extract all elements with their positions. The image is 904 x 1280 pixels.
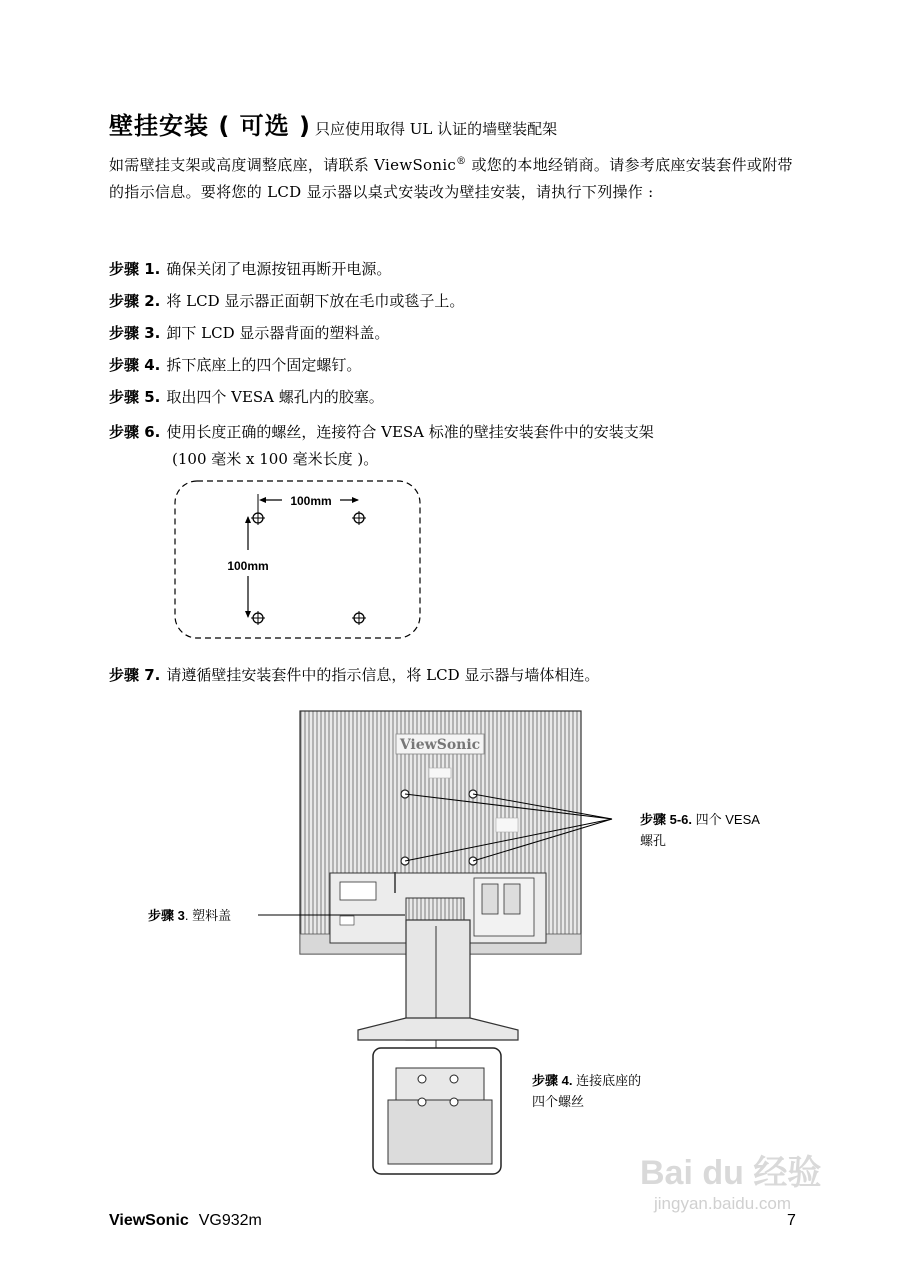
step-text: 将 LCD 显示器正面朝下放在毛巾或毯子上。 [166, 292, 465, 310]
step-label: 步骤 2. [109, 292, 161, 310]
callout-vesa-text-1: 四个 VESA [692, 812, 760, 827]
callout-base-screws [532, 1070, 641, 1112]
brand-plate-text: ViewSonic [399, 737, 481, 753]
callout-cover-label: 步骤 3 [148, 908, 185, 923]
section-title-main: 壁挂安装 ( 可选 ) [109, 112, 312, 140]
step-text: 请遵循壁挂安装套件中的指示信息，将 LCD 显示器与墙体相连。 [166, 666, 600, 684]
v-dim-label: 100mm [227, 559, 269, 573]
leader-line-3 [405, 819, 612, 861]
step-label: 步骤 1. [109, 260, 161, 278]
section-title-sub: 只应使用取得 UL 认证的墙壁装配架 [315, 120, 558, 138]
callout-vesa-text-2: 螺孔 [640, 833, 667, 848]
step-text: 取出四个 VESA 螺孔内的胶塞。 [166, 388, 384, 406]
baidu-watermark [640, 1145, 821, 1214]
step-label: 步骤 4. [109, 356, 161, 374]
intro-text-2: 或您的本地经销商。请参考底座安装套件或附带的指示信息。要将您的 LCD 显示器以桌式安装改为壁挂安装，请执行下列操作 : [109, 156, 793, 201]
h-dim-label: 100mm [290, 494, 332, 508]
watermark-logo: Bai du 经验 [640, 1154, 822, 1192]
step-6-continuation: (100 毫米 x 100 毫米长度 )。 [172, 450, 379, 468]
leader-line-1 [405, 794, 612, 819]
watermark-url: jingyan.baidu.com [654, 1194, 792, 1213]
callout-base-text-2: 四个螺丝 [532, 1094, 585, 1109]
step-text: 使用长度正确的螺丝，连接符合 VESA 标准的壁挂安装套件中的安装支架 [166, 423, 654, 441]
step-label: 步骤 3. [109, 324, 161, 342]
step-label: 步骤 6. [109, 423, 161, 441]
callout-base-label: 步骤 4. [532, 1073, 573, 1088]
step-text: 拆下底座上的四个固定螺钉。 [166, 356, 362, 374]
leader-line-2 [473, 794, 612, 819]
callout-plastic-cover [148, 905, 231, 926]
step-label: 步骤 7. [109, 666, 161, 684]
intro-text-1: 如需壁挂支架或高度调整底座，请联系 ViewSonic [109, 156, 457, 174]
callout-vesa-holes [640, 809, 760, 851]
footer [109, 1212, 262, 1230]
step-label: 步骤 5. [109, 388, 161, 406]
footer-model: VG932m [198, 1212, 262, 1229]
callout-base-text-1: 连接底座的 [572, 1073, 642, 1088]
footer-brand: ViewSonic [109, 1212, 189, 1229]
step-text: 卸下 LCD 显示器背面的塑料盖。 [166, 324, 390, 342]
callout-vesa-label: 步骤 5-6. [640, 812, 693, 827]
leader-line-4 [473, 819, 612, 861]
step-text: 确保关闭了电源按钮再断开电源。 [166, 260, 392, 278]
callout-cover-text: . 塑料盖 [184, 908, 232, 923]
page-number: 7 [787, 1212, 796, 1229]
registered-mark: ® [456, 156, 467, 167]
